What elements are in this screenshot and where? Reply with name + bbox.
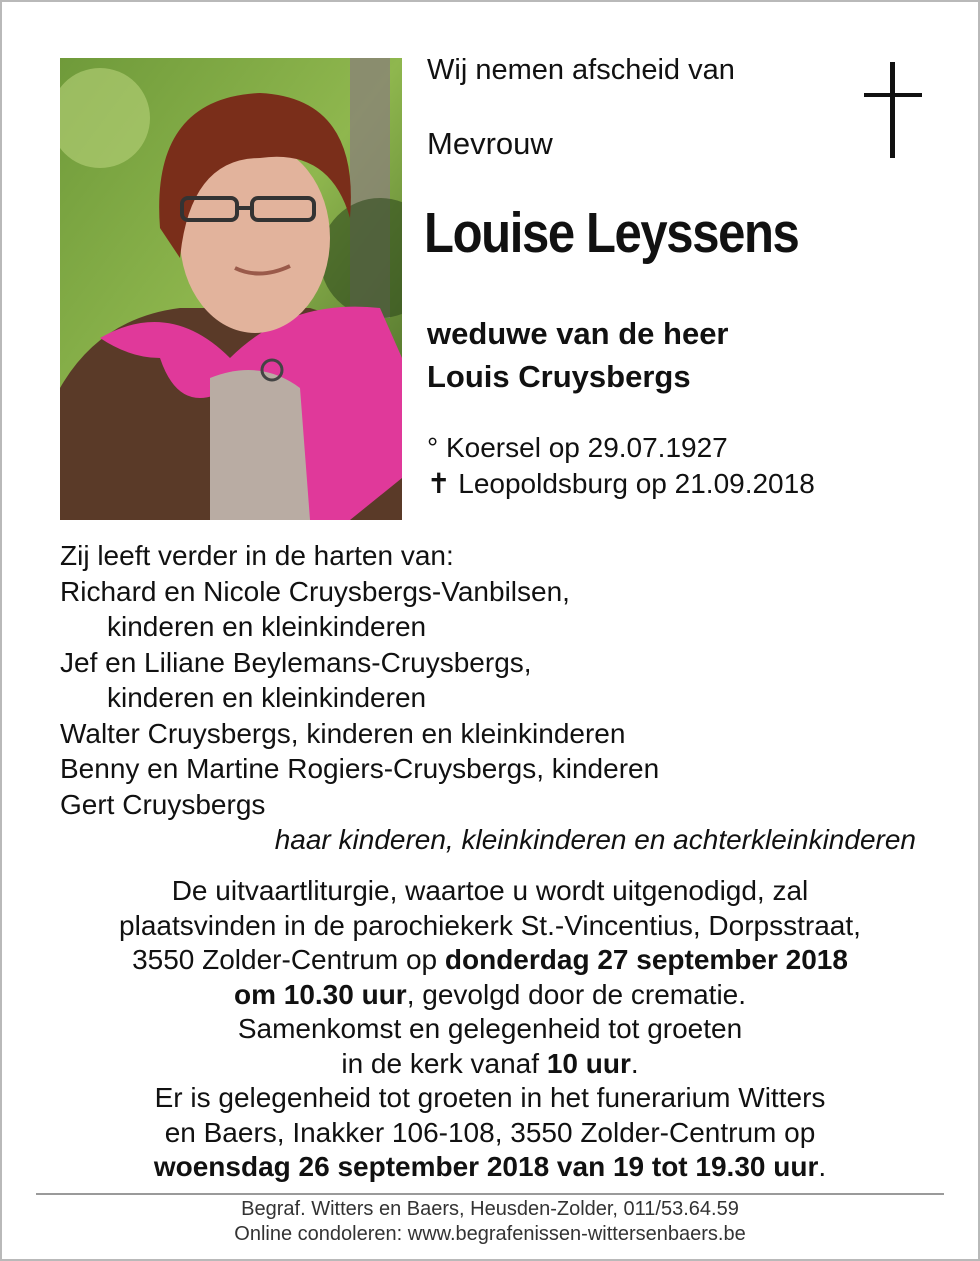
title-text: Mevrouw (427, 126, 553, 161)
spouse-line-2: Louis Cruysbergs (427, 359, 691, 394)
deceased-name: Louise Leyssens (424, 201, 799, 265)
ceremony-date: donderdag 27 september 2018 (444, 944, 848, 975)
list-item: Walter Cruysbergs, kinderen en kleinkinderen (60, 717, 626, 749)
survivors-list (60, 538, 916, 858)
dates-block (427, 430, 815, 502)
divider (36, 1193, 944, 1195)
ceremony-line (0, 1047, 980, 1082)
ceremony-line (0, 943, 980, 978)
ceremony-text: . (818, 1151, 827, 1182)
survivors-closing: haar kinderen, kleinkinderen en achterkleinkinderen (274, 824, 916, 855)
ceremony-line (0, 978, 980, 1013)
intro-text: Wij nemen afscheid van (427, 54, 735, 86)
ceremony-line: plaatsvinden in de parochiekerk St.-Vincentius, Dorpsstraat, (119, 909, 861, 941)
list-item: Benny en Martine Rogiers-Cruysbergs, kinderen (60, 753, 660, 784)
spouse-block (427, 312, 729, 398)
list-item: Jef en Liliane Beylemans-Cruysbergs, (60, 646, 532, 678)
cross-icon (864, 62, 922, 158)
ceremony-line: en Baers, Inakker 106-108, 3550 Zolder-Centrum op (164, 1116, 816, 1148)
ceremony-line: Er is gelegenheid tot groeten in het funerarium Witters (154, 1082, 826, 1113)
ceremony-text: 3550 Zolder-Centrum op (132, 944, 445, 975)
survivors-intro: Zij leeft verder in de harten van: (60, 540, 454, 571)
ceremony-text: in de kerk vanaf (341, 1047, 547, 1079)
gathering-time: 10 uur (546, 1047, 631, 1079)
undertaker-info: Begraf. Witters en Baers, Heusden-Zolder, 011/53.64.59 (241, 1198, 739, 1220)
list-item: Richard en Nicole Cruysbergs-Vanbilsen, (60, 575, 570, 607)
ceremony-line: De uitvaartliturgie, waartoe u wordt uitgenodigd, zal (171, 875, 809, 906)
list-item: Gert Cruysbergs (60, 788, 266, 820)
spouse-line-1: weduwe van de heer (427, 316, 729, 351)
ceremony-info (0, 874, 980, 1185)
footer (0, 1197, 980, 1247)
ceremony-line: Samenkomst en gelegenheid tot groeten (237, 1013, 743, 1044)
list-item: kinderen en kleinkinderen (107, 682, 427, 713)
ceremony-line (0, 1150, 980, 1185)
visitation-time: woensdag 26 september 2018 van 19 tot 19.30 uur (153, 1151, 819, 1182)
death-date: ✝ Leopoldsburg op 21.09.2018 (427, 468, 815, 499)
birth-date: ° Koersel op 29.07.1927 (427, 432, 728, 463)
ceremony-text: , gevolgd door de crematie. (406, 978, 747, 1010)
portrait-photo (60, 58, 402, 520)
ceremony-text: . (630, 1047, 639, 1079)
list-item: kinderen en kleinkinderen (107, 611, 427, 642)
ceremony-time: om 10.30 uur (233, 978, 407, 1010)
condolence-link[interactable]: Online condoleren: www.begrafenissen-wittersenbaers.be (234, 1223, 746, 1245)
